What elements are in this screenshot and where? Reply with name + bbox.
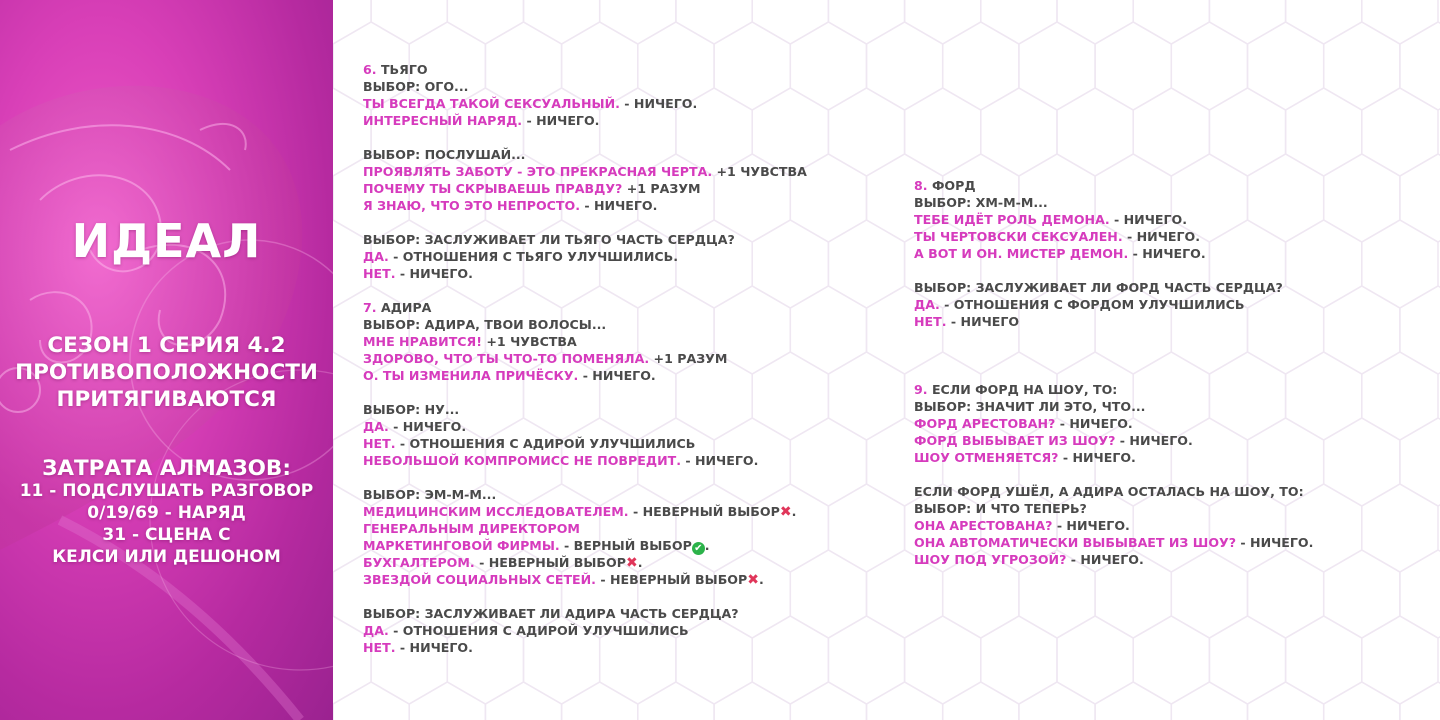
hexagon-cell (1324, 154, 1400, 242)
choice-option-text: МАРКЕТИНГОВОЙ ФИРМЫ. (363, 538, 560, 553)
choice-option-text: БУХГАЛТЕРОМ. (363, 555, 475, 570)
text-segment: - НИЧЕГО. (1058, 450, 1136, 465)
spacer (363, 469, 807, 486)
choice-line (914, 313, 1313, 330)
hexagon-cell (1057, 616, 1133, 704)
spacer (914, 347, 1313, 364)
text-segment: ВЫБОР: ЗНАЧИТ ЛИ ЭТО, ЧТО... (914, 399, 1146, 414)
choice-option-text: ДА. (363, 419, 389, 434)
text-segment: ВЫБОР: АДИРА, ТВОИ ВОЛОСЫ... (363, 317, 607, 332)
spacer (914, 466, 1313, 483)
hexagon-cell (1248, 682, 1324, 720)
choice-option-text: ПОЧЕМУ ТЫ СКРЫВАЕШЬ ПРАВДУ? (363, 181, 623, 196)
choice-line (363, 605, 807, 622)
choice-line (914, 449, 1313, 466)
choice-line (914, 194, 1313, 211)
hexagon-cell (600, 0, 676, 44)
choice-line (363, 95, 807, 112)
hexagon-cell (1019, 22, 1095, 110)
hexagon-cell (905, 616, 981, 704)
choice-line (363, 622, 807, 639)
choice-option-text: НЕТ. (363, 266, 396, 281)
choice-option-text: Я ЗНАЮ, ЧТО ЭТО НЕПРОСТО. (363, 198, 580, 213)
hexagon-cell (1400, 418, 1440, 506)
hexagon-cell (1400, 154, 1440, 242)
hexagon-cell (943, 682, 1019, 720)
hexagon-cell (828, 484, 904, 572)
text-segment: - ОТНОШЕНИЯ С АДИРОЙ УЛУЧШИЛИСЬ (395, 436, 696, 451)
hexagon-cell (828, 352, 904, 440)
text-segment: ВЫБОР: ХМ-М-М... (914, 195, 1048, 210)
text-segment: +1 РАЗУМ (622, 181, 701, 196)
text-segment: - НИЧЕГО. (1115, 433, 1193, 448)
choice-option-text: А ВОТ И ОН. МИСТЕР ДЕМОН. (914, 246, 1129, 261)
text-segment: - НИЧЕГО. (388, 419, 467, 434)
text-segment: - НИЧЕГО. (522, 113, 600, 128)
text-segment: - НЕВЕРНЫЙ ВЫБОР (628, 504, 780, 519)
text-segment: ТЬЯГО (376, 62, 428, 77)
hexagon-cell (828, 616, 904, 704)
text-segment: - НИЧЕГО. (1052, 518, 1130, 533)
choice-line (363, 112, 807, 129)
choice-line (363, 180, 807, 197)
choice-line (363, 401, 807, 418)
choice-option-text: ТЕБЕ ИДЁТ РОЛЬ ДЕМОНА. (914, 212, 1110, 227)
text-segment: . (791, 504, 797, 519)
text-segment: - НИЧЕГО. (1236, 535, 1314, 550)
hexagon-cell (562, 682, 638, 720)
hexagon-cell (943, 22, 1019, 110)
hexagon-cell (1324, 418, 1400, 506)
choice-line (363, 163, 807, 180)
wrong-choice-icon: ✖ (747, 572, 759, 588)
section-number: 8. (914, 178, 928, 193)
wrong-choice-icon: ✖ (625, 555, 638, 571)
hexagon-cell (1133, 88, 1209, 176)
hexagon-cell (1324, 682, 1400, 720)
hexagon-cell (485, 682, 561, 720)
episode-title-line: ПРОТИВОПОЛОЖНОСТИ (15, 360, 318, 385)
choice-line (363, 61, 807, 78)
text-segment: ВЫБОР: ЗАСЛУЖИВАЕТ ЛИ ФОРД ЧАСТЬ СЕРДЦА? (914, 280, 1283, 295)
hexagon-cell (1324, 22, 1400, 110)
left-panel (0, 0, 333, 720)
hexagon-cell (447, 0, 523, 44)
spacer (363, 588, 807, 605)
choice-option-text: ШОУ ОТМЕНЯЕТСЯ? (914, 450, 1059, 465)
season-line: СЕЗОН 1 СЕРИЯ 4.2 (47, 333, 286, 358)
choice-line (914, 398, 1313, 415)
spacer (363, 282, 807, 299)
season-episode-title (0, 332, 333, 413)
hexagon-cell (1095, 682, 1171, 720)
hexagon-cell (714, 682, 790, 720)
hexagon-cell (409, 682, 485, 720)
choice-line (363, 537, 807, 554)
choice-line (914, 211, 1313, 228)
choice-option-text: ФОРД АРЕСТОВАН? (914, 416, 1056, 431)
hexagon-cell (1362, 88, 1438, 176)
choices-column-left (363, 61, 807, 656)
choice-line (914, 517, 1313, 534)
section-number: 6. (363, 62, 377, 77)
text-segment: - НИЧЕГО. (1055, 416, 1133, 431)
choice-option-text: ГЕНЕРАЛЬНЫМ ДИРЕКТОРОМ (363, 521, 580, 536)
text-segment: ЕСЛИ ФОРД УШЁЛ, А АДИРА ОСТАЛАСЬ НА ШОУ, ТО: (914, 484, 1304, 499)
hexagon-cell (828, 220, 904, 308)
hexagon-cell (1324, 550, 1400, 638)
diamond-cost-item: 11 - ПОДСЛУШАТЬ РАЗГОВОР (19, 481, 314, 501)
text-segment: ВЫБОР: ОГО... (363, 79, 469, 94)
text-segment: - НИЧЕГО (946, 314, 1020, 329)
choice-line (914, 551, 1313, 568)
choices-column-right (914, 177, 1313, 568)
choice-line (914, 245, 1313, 262)
choice-option-text: НЕТ. (363, 436, 396, 451)
hexagon-cell (1057, 0, 1133, 44)
choice-option-text: ДА. (363, 623, 389, 638)
choice-line (914, 415, 1313, 432)
text-segment: - ОТНОШЕНИЯ С ТЬЯГО УЛУЧШИЛИСЬ. (388, 249, 679, 264)
text-segment: - НЕВЕРНЫЙ ВЫБОР (474, 555, 626, 570)
choice-line (363, 299, 807, 316)
hexagon-cell (1286, 88, 1362, 176)
text-segment: +1 ЧУВСТВА (712, 164, 807, 179)
hexagon-cell (1362, 352, 1438, 440)
diamonds-heading: ЗАТРАТА АЛМАЗОВ: (42, 456, 291, 481)
hexagon-cell (1362, 220, 1438, 308)
section-number: 9. (914, 382, 928, 397)
hexagon-cell (676, 0, 752, 44)
choice-option-text: ТЫ ЧЕРТОВСКИ СЕКСУАЛЕН. (914, 229, 1123, 244)
text-segment: ВЫБОР: НУ... (363, 402, 460, 417)
choice-option-text: ЗВЕЗДОЙ СОЦИАЛЬНЫХ СЕТЕЙ. (363, 572, 596, 587)
episode-title-line: ПРИТЯГИВАЮТСЯ (56, 387, 277, 412)
hexagon-cell (1133, 616, 1209, 704)
text-segment: +1 РАЗУМ (649, 351, 728, 366)
text-segment: ВЫБОР: И ЧТО ТЕПЕРЬ? (914, 501, 1087, 516)
diamonds-list (0, 480, 333, 568)
hexagon-cell (981, 0, 1057, 44)
choice-option-text: ИНТЕРЕСНЫЙ НАРЯД. (363, 113, 523, 128)
choice-line (363, 265, 807, 282)
text-segment: - НИЧЕГО. (395, 640, 473, 655)
text-segment: - ОТНОШЕНИЯ С АДИРОЙ УЛУЧШИЛИСЬ (388, 623, 689, 638)
hexagon-cell (828, 88, 904, 176)
hexagon-cell (867, 22, 943, 110)
choice-line (363, 503, 807, 520)
choice-line (363, 367, 807, 384)
choice-line (363, 639, 807, 656)
hexagon-cell (1286, 0, 1362, 44)
hexagon-cell (1209, 0, 1285, 44)
hexagon-cell (1057, 88, 1133, 176)
choice-line (363, 554, 807, 571)
text-segment: ЕСЛИ ФОРД НА ШОУ, ТО: (927, 382, 1118, 397)
choice-line (363, 350, 807, 367)
choice-option-text: ТЫ ВСЕГДА ТАКОЙ СЕКСУАЛЬНЫЙ. (363, 96, 620, 111)
hexagon-cell (790, 682, 866, 720)
choice-option-text: МНЕ НРАВИТСЯ! (363, 334, 482, 349)
hexagon-cell (1362, 484, 1438, 572)
hexagon-cell (981, 616, 1057, 704)
hexagon-cell (638, 682, 714, 720)
text-segment: ВЫБОР: ЗАСЛУЖИВАЕТ ЛИ АДИРА ЧАСТЬ СЕРДЦА? (363, 606, 739, 621)
hexagon-cell (1095, 22, 1171, 110)
correct-choice-icon: ✔ (692, 542, 705, 555)
hexagon-cell (1362, 616, 1438, 704)
diamond-cost-item: КЕЛСИ ИЛИ ДЕШОНОМ (52, 547, 281, 567)
choice-option-text: ДА. (914, 297, 940, 312)
spacer (914, 262, 1313, 279)
hexagon-cell (1400, 286, 1440, 374)
text-segment: ВЫБОР: ЗАСЛУЖИВАЕТ ЛИ ТЬЯГО ЧАСТЬ СЕРДЦА? (363, 232, 735, 247)
hexagon-cell (752, 0, 828, 44)
choice-line (914, 534, 1313, 551)
choice-line (914, 500, 1313, 517)
choice-option-text: ШОУ ПОД УГРОЗОЙ? (914, 552, 1067, 567)
hexagon-cell (1209, 88, 1285, 176)
text-segment: - НИЧЕГО. (580, 198, 658, 213)
choice-option-text: НЕТ. (363, 640, 396, 655)
text-segment: - НИЧЕГО. (1128, 246, 1206, 261)
choice-option-text: НЕТ. (914, 314, 947, 329)
hexagon-cell (1133, 0, 1209, 44)
hexagon-cell (1324, 286, 1400, 374)
choice-line (363, 520, 807, 537)
hexagon-cell (905, 88, 981, 176)
hexagon-cell (1019, 682, 1095, 720)
wrong-choice-icon: ✖ (779, 504, 792, 520)
hexagon-cell (1209, 616, 1285, 704)
text-segment: - НИЧЕГО. (1122, 229, 1200, 244)
text-segment: - НИЧЕГО. (680, 453, 759, 468)
choice-option-text: ЗДОРОВО, ЧТО ТЫ ЧТО-ТО ПОМЕНЯЛА. (363, 351, 650, 366)
choice-line (363, 197, 807, 214)
hexagon-cell (524, 0, 600, 44)
hexagon-cell (1171, 22, 1247, 110)
choice-line (914, 432, 1313, 449)
hexagon-cell (1362, 0, 1438, 44)
diamond-cost-item: 31 - СЦЕНА С (102, 525, 231, 545)
text-segment: - НИЧЕГО. (619, 96, 698, 111)
text-segment: . (758, 572, 764, 587)
hexagon-cell (333, 682, 409, 720)
text-segment: +1 ЧУВСТВА (482, 334, 577, 349)
choice-line (363, 78, 807, 95)
text-segment: - НИЧЕГО. (1109, 212, 1187, 227)
text-segment: . (704, 538, 710, 553)
spacer (914, 364, 1313, 381)
choice-line (363, 571, 807, 588)
choice-line (363, 452, 807, 469)
text-segment: - ОТНОШЕНИЯ С ФОРДОМ УЛУЧШИЛИСЬ (939, 297, 1245, 312)
choice-line (363, 248, 807, 265)
choice-option-text: ДА. (363, 249, 389, 264)
hexagon-cell (981, 88, 1057, 176)
hexagon-cell (905, 0, 981, 44)
spacer (363, 129, 807, 146)
hexagon-cell (371, 0, 447, 44)
text-segment: - ВЕРНЫЙ ВЫБОР (559, 538, 692, 553)
hexagon-cell (1400, 550, 1440, 638)
choice-line (363, 316, 807, 333)
spacer (914, 330, 1313, 347)
choice-option-text: О. ТЫ ИЗМЕНИЛА ПРИЧЁСКУ. (363, 368, 579, 383)
text-segment: ФОРД (927, 178, 976, 193)
text-segment: - НИЧЕГО. (1066, 552, 1144, 567)
hexagon-cell (1248, 22, 1324, 110)
text-segment: - НИЧЕГО. (395, 266, 473, 281)
text-segment: . (637, 555, 643, 570)
text-segment: - НЕВЕРНЫЙ ВЫБОР (595, 572, 748, 587)
hexagon-cell (867, 682, 943, 720)
text-segment: ВЫБОР: ЭМ-М-М... (363, 487, 497, 502)
choice-option-text: ОНА АВТОМАТИЧЕСКИ ВЫБЫВАЕТ ИЗ ШОУ? (914, 535, 1237, 550)
choice-line (914, 279, 1313, 296)
choice-line (363, 146, 807, 163)
choice-line (363, 486, 807, 503)
choice-line (914, 228, 1313, 245)
hexagon-cell (1286, 616, 1362, 704)
spacer (363, 384, 807, 401)
text-segment: АДИРА (376, 300, 432, 315)
hexagon-cell (1171, 682, 1247, 720)
choice-line (363, 418, 807, 435)
choice-line (363, 333, 807, 350)
choice-line (363, 231, 807, 248)
hexagon-cell (333, 0, 371, 44)
choice-line (914, 296, 1313, 313)
choice-line (914, 483, 1313, 500)
diamond-cost-item: 0/19/69 - НАРЯД (87, 503, 246, 523)
spacer (363, 214, 807, 231)
hexagon-cell (1400, 682, 1440, 720)
page-title: ИДЕАЛ (71, 214, 262, 268)
choice-option-text: ПРОЯВЛЯТЬ ЗАБОТУ - ЭТО ПРЕКРАСНАЯ ЧЕРТА. (363, 164, 713, 179)
text-segment: ВЫБОР: ПОСЛУШАЙ... (363, 147, 526, 162)
choice-option-text: ФОРД ВЫБЫВАЕТ ИЗ ШОУ? (914, 433, 1116, 448)
text-segment: - НИЧЕГО. (578, 368, 656, 383)
hexagon-cell (1400, 22, 1440, 110)
choice-option-text: ОНА АРЕСТОВАНА? (914, 518, 1053, 533)
choice-line (363, 435, 807, 452)
choice-line (914, 177, 1313, 194)
choice-option-text: НЕБОЛЬШОЙ КОМПРОМИСС НЕ ПОВРЕДИТ. (363, 453, 681, 468)
hexagon-cell (828, 0, 904, 44)
choice-line (914, 381, 1313, 398)
section-number: 7. (363, 300, 377, 315)
choice-option-text: МЕДИЦИНСКИМ ИССЛЕДОВАТЕЛЕМ. (363, 504, 629, 519)
